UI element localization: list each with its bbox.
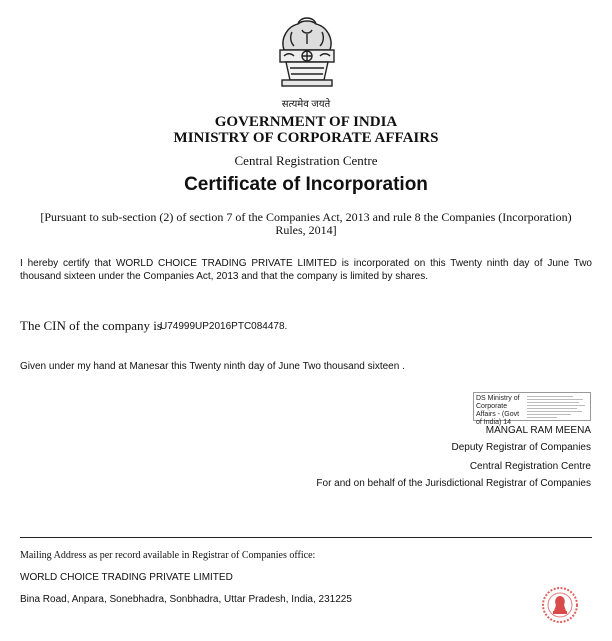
centre-heading: Central Registration Centre [234,153,378,168]
cin-value: U74999UP2016PTC084478. [160,321,288,332]
digital-signature-box [473,392,591,426]
mailing-address-label: Mailing Address as per record available in Registrar of Companies office: [20,550,316,561]
mailing-address-line: Bina Road, Anpara, Sonebhadra, Sonbhadra, Uttar Pradesh, India, 231225 [20,594,352,605]
official-seal-icon [540,585,580,625]
given-under-hand-text: Given under my hand at Manesar this Twenty ninth day of June Two thousand sixteen . [20,361,405,372]
digital-signature-signer-text: DS Ministry of Corporate Affairs - (Govt of India) 14 [476,395,520,426]
signatory-office: Central Registration Centre [469,461,591,472]
signatory-name: MANGAL RAM MEENA [485,425,591,436]
cin-label: The CIN of the company is [20,318,162,333]
signatory-designation: Deputy Registrar of Companies [451,442,591,453]
pursuant-clause: [Pursuant to sub-section (2) of section 7 of the Companies Act, 2013 and rule 8 the Companies (Incorporation) Rules, 2014] [40,210,572,237]
emblem-motto: सत्यमेव जयते [281,99,331,110]
digital-signature-details [527,394,587,419]
footer-divider [20,537,592,538]
mailing-company-name: WORLD CHOICE TRADING PRIVATE LIMITED [20,572,233,583]
certificate-title: Certificate of Incorporation [184,174,428,195]
on-behalf-text: For and on behalf of the Jurisdictional Registrar of Companies [316,478,591,489]
ministry-heading: MINISTRY OF CORPORATE AFFAIRS [173,130,439,146]
digital-signature-signer [476,395,526,427]
government-heading: GOVERNMENT OF INDIA [214,114,398,130]
national-emblem-icon [262,10,352,110]
certification-text: I hereby certify that WORLD CHOICE TRADING PRIVATE LIMITED is incorporated on this Twenty ninth day of June Two thousand sixteen under the Companies Act, 2013 and that the company is limited by shares. [20,258,592,282]
